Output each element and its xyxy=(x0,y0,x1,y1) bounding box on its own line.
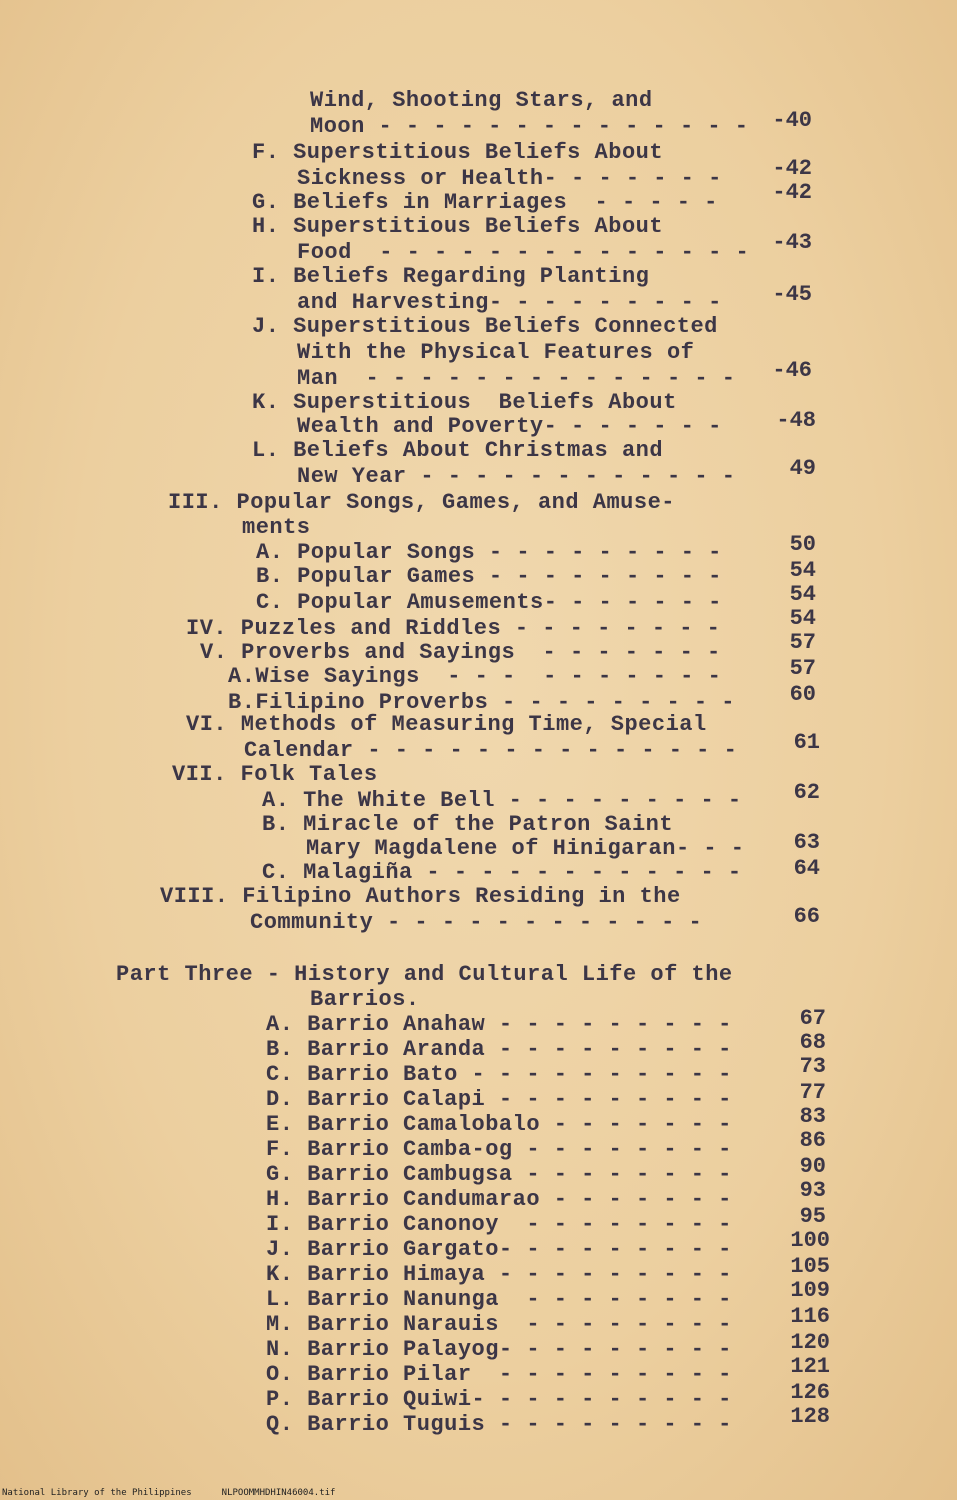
toc-line: Part Three - History and Cultural Life of the xyxy=(116,962,733,987)
toc-line: I. Barrio Canonoy - - - - - - - - xyxy=(266,1212,732,1237)
page-number: 90 xyxy=(799,1154,826,1179)
toc-line: VI. Methods of Measuring Time, Special xyxy=(186,712,707,737)
toc-line: N. Barrio Palayog- - - - - - - - - xyxy=(266,1337,732,1362)
toc-line: J. Barrio Gargato- - - - - - - - - xyxy=(266,1237,732,1262)
page-number: 126 xyxy=(790,1380,830,1405)
page-number: 95 xyxy=(799,1204,826,1229)
file-name: NLPOOMMHDHIN46004.tif xyxy=(221,1488,336,1498)
toc-line: Mary Magdalene of Hinigaran- - - xyxy=(306,836,745,861)
page-number: 66 xyxy=(793,904,820,929)
page-number: -40 xyxy=(772,108,812,133)
toc-line: and Harvesting- - - - - - - - - xyxy=(297,290,722,315)
library-credit: National Library of the Philippines xyxy=(2,1488,192,1498)
toc-line: ments xyxy=(242,515,311,540)
toc-line: New Year - - - - - - - - - - - - xyxy=(297,464,736,489)
toc-line: C. Popular Amusements- - - - - - - xyxy=(256,590,722,615)
toc-line: Man - - - - - - - - - - - - - - xyxy=(297,366,736,391)
page-number: 57 xyxy=(789,656,816,681)
page-number: 68 xyxy=(799,1030,826,1055)
page-number: 128 xyxy=(790,1404,830,1429)
page-number: -43 xyxy=(772,230,812,255)
toc-line: K. Barrio Himaya - - - - - - - - - xyxy=(266,1262,732,1287)
page-number: 61 xyxy=(793,730,820,755)
toc-line: A. The White Bell - - - - - - - - - xyxy=(262,788,742,813)
page-number: 120 xyxy=(790,1330,830,1355)
page-number: -45 xyxy=(772,282,812,307)
toc-line: B. Barrio Aranda - - - - - - - - - xyxy=(266,1037,732,1062)
toc-line: V. Proverbs and Sayings - - - - - - - xyxy=(200,640,721,665)
toc-line: F. Barrio Camba-og - - - - - - - - xyxy=(266,1137,732,1162)
page-number: 67 xyxy=(799,1006,826,1031)
toc-line: Food - - - - - - - - - - - - - - xyxy=(297,240,750,265)
page-number: 54 xyxy=(789,606,816,631)
toc-line: F. Superstitious Beliefs About xyxy=(252,140,664,165)
toc-line: G. Barrio Cambugsa - - - - - - - - xyxy=(266,1162,732,1187)
toc-line: With the Physical Features of xyxy=(297,340,695,365)
page-number: 105 xyxy=(790,1254,830,1279)
toc-line: M. Barrio Narauis - - - - - - - - xyxy=(266,1312,732,1337)
toc-line: Moon - - - - - - - - - - - - - - xyxy=(310,114,749,139)
page-number: 93 xyxy=(799,1178,826,1203)
toc-line: D. Barrio Calapi - - - - - - - - - xyxy=(266,1087,732,1112)
toc-line: Wind, Shooting Stars, and xyxy=(310,88,653,113)
page-number: 77 xyxy=(799,1080,826,1105)
page-number: 54 xyxy=(789,582,816,607)
page-number: 54 xyxy=(789,558,816,583)
toc-line: J. Superstitious Beliefs Connected xyxy=(252,314,718,339)
toc-line: H. Barrio Candumarao - - - - - - - xyxy=(266,1187,732,1212)
scan-footer xyxy=(2,1488,365,1499)
toc-line: G. Beliefs in Marriages - - - - - xyxy=(252,190,718,215)
page-number: 57 xyxy=(789,630,816,655)
page-number: 60 xyxy=(789,682,816,707)
toc-line: Sickness or Health- - - - - - - xyxy=(297,166,722,191)
toc-line: E. Barrio Camalobalo - - - - - - - xyxy=(266,1112,732,1137)
toc-line: Wealth and Poverty- - - - - - - xyxy=(297,414,722,439)
page-number: 64 xyxy=(793,856,820,881)
toc-line: VIII. Filipino Authors Residing in the xyxy=(160,884,681,909)
toc-line: III. Popular Songs, Games, and Amuse- xyxy=(168,490,675,515)
toc-line: A.Wise Sayings - - - - - - - - - - xyxy=(228,664,722,689)
toc-line: A. Popular Songs - - - - - - - - - xyxy=(256,540,722,565)
toc-line: C. Malagiña - - - - - - - - - - - - xyxy=(262,860,742,885)
page-number: -42 xyxy=(772,180,812,205)
page-number: -48 xyxy=(776,408,816,433)
toc-line: L. Barrio Nanunga - - - - - - - - xyxy=(266,1287,732,1312)
toc-line: L. Beliefs About Christmas and xyxy=(252,438,664,463)
toc-line: VII. Folk Tales xyxy=(172,762,378,787)
page-number: 100 xyxy=(790,1228,830,1253)
page-number: 50 xyxy=(789,532,816,557)
toc-line: A. Barrio Anahaw - - - - - - - - - xyxy=(266,1012,732,1037)
toc-line: Community - - - - - - - - - - - - xyxy=(250,910,703,935)
toc-line: Barrios. xyxy=(310,987,420,1012)
page-number: 49 xyxy=(789,456,816,481)
toc-line: K. Superstitious Beliefs About xyxy=(252,390,677,415)
page-number: 109 xyxy=(790,1278,830,1303)
toc-line: B. Miracle of the Patron Saint xyxy=(262,812,674,837)
page-number: -42 xyxy=(772,156,812,181)
toc-line: P. Barrio Quiwi- - - - - - - - - - xyxy=(266,1387,732,1412)
page-number: 63 xyxy=(793,830,820,855)
toc-line: B. Popular Games - - - - - - - - - xyxy=(256,564,722,589)
page-number: 83 xyxy=(799,1104,826,1129)
toc-line: Calendar - - - - - - - - - - - - - - xyxy=(244,738,738,763)
toc-line: IV. Puzzles and Riddles - - - - - - - - xyxy=(186,616,721,641)
toc-line: Q. Barrio Tuguis - - - - - - - - - xyxy=(266,1412,732,1437)
toc-line: C. Barrio Bato - - - - - - - - - - xyxy=(266,1062,732,1087)
toc-line: O. Barrio Pilar - - - - - - - - - xyxy=(266,1362,732,1387)
page-number: 116 xyxy=(790,1304,830,1329)
toc-line: H. Superstitious Beliefs About xyxy=(252,214,664,239)
page-number: 86 xyxy=(799,1128,826,1153)
toc-line: B.Filipino Proverbs - - - - - - - - - xyxy=(228,690,735,715)
page-number: 73 xyxy=(799,1054,826,1079)
toc-line: I. Beliefs Regarding Planting xyxy=(252,264,650,289)
page-number: 62 xyxy=(793,780,820,805)
page-number: -46 xyxy=(772,358,812,383)
page-number: 121 xyxy=(790,1354,830,1379)
